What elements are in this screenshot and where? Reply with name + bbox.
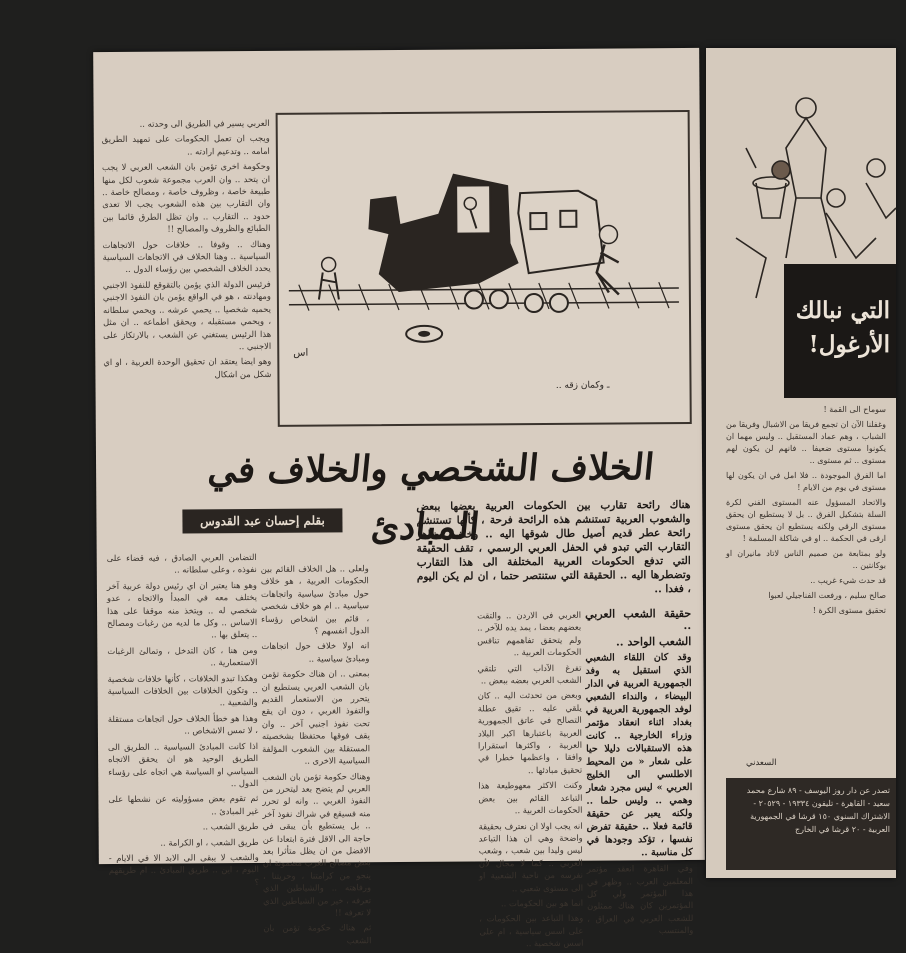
subheading: الشعب الواحد .. xyxy=(615,634,692,649)
paragraph: ومن هنا ، كان التدخل ، وتمالئ الرغبات الاستعمارية .. xyxy=(107,644,258,668)
paragraph: ويجب ان تعمل الحكومات على تمهيد الطريق امامه .. وتدعيم ارادته .. xyxy=(101,133,270,157)
paragraph: طريق الشعب .. xyxy=(202,821,259,832)
paragraph: وهو هنا يعتبر ان اي رئيس دولة عربية آخر يختلف معه في المبدأ والاتجاه ، عدو شخصي له .. ويتخذ منه موقفا على هذا الاساس .. وكل ما لديه من رغبات ومصالح .. يتعلق بها .. xyxy=(106,579,258,640)
headline-panel: التي نبالك الأرغول! xyxy=(784,264,896,398)
paragraph: وهذا التباعد بين الحكومات ، على اسس سياسية ، ام على اسس شخصية .. xyxy=(479,913,584,949)
paragraph: وكنت الاكثر معهوطيعة هذا التباعد القائم بين بعض الحكومات العربية .. xyxy=(478,780,583,816)
left-magazine-page xyxy=(93,48,705,949)
author-byline: بقلم إحسان عبد القدوس xyxy=(182,508,342,533)
paragraph: وهناك حكومة تؤمن بان الشعب العربي لم يتضح بعد ليتحرر من النفوذ الغربي .. وانه لو تحرر منه فسيقع في شراك نفوذ آخر .. بل يستطيع بأن يبقى في حاجة الى الاقل فترة ابتعادا عن الافضل من ان يظل متأثرا بعد بعض مصالح الغرب مضمونة ان ينجو من كرامتنا ، وحريتنا ، ورفاهته .. والشياطين الذي تعرفه ، خير من الشياطين الذي لا تعرفه !! xyxy=(262,770,372,918)
paragraph: صالح سليم ، ورفعت الفناجيلي لعبوا xyxy=(768,591,886,600)
paragraph: ولو بمتابعة من صميم الناس لاتاد مانيران او بوكانتين .. xyxy=(726,549,886,570)
paragraph: العربي في الاردن .. والتقت بعضهم بعضا ، يمد يده للآخر .. ولم يتحقق تفاهمهم تنافس الحكومات العربية .. xyxy=(477,609,582,658)
paragraph: وبعض من تحدثت اليه .. كان يلقي عليه .. تقيق عطلة التصالح في عاتق الجمهورية العربية باعتبارها اكبر البلاد العربية ، واكثرها استقرارا وافقا ، واعظمها خطرا في تحقيق مبادئها .. xyxy=(477,690,583,775)
paragraph: وهذا هو خطأ الخلاف حول اتجاهات مستقلة ، لا تمس الاشخاص .. xyxy=(107,712,258,736)
paragraph: والشعب لا يبقى الى الابد الا في الايام - اليوم ، اين .. طريق المبادئ .. ام طريقهم ؟ xyxy=(108,851,260,887)
paragraph: وفي القاهرة انعقد مؤتمر المعلمين العرب .. وظهر في هذا المؤتمر ولي كل المؤتمرين كان هناك ممثلون للشعب العربي في العراق ، والمنتسب xyxy=(586,863,694,936)
paragraph: التضامن العربي الصادق ، فيه قضاء على نفوذه ، وعلى سلطانه .. xyxy=(106,551,257,575)
article-column-right xyxy=(585,606,694,936)
paragraph: وحكومة اخرى تؤمن بان الشعب العربي لا يجب ان يتحد .. وان العرب مجموعة شعوب لكل منها طبيعة خاصة ، وظروف خاصة ، ومصالح خاصة .. وان التقارب بين هذه الشعوب يجب الا تعدى حدود .. التقارب .. وان تظل الطرق قائما بين الطبائع والظروف والمصالح !! xyxy=(101,161,271,234)
paragraph: العربي يسير في الطريق الى وحدته .. xyxy=(139,117,270,129)
sidebar-text-column xyxy=(102,117,272,448)
paragraph: طريق الشعب ، او الكرامة .. xyxy=(160,836,259,848)
cartoon-caption: ـ وكمان زقه .. xyxy=(555,380,610,391)
intro-paragraph: هناك رائحة تقارب بين الحكومات العربية بعضها ببعض والشعوب العربية تستنشم هذه الرائحة فرحة ، كأنها تستنشم رائحة عطر قديم أصيل طال شوقها اليه .. وخلف مظاهر التقارب التي تبدو في الحفل العربي الرسمي ، تقف الحقيقة التي تدفع الحكومات العربية المختلفة الى هذا التقارب وتضطرها اليه .. الحقيقة التي ستنتصر حتما ، ان لم يكن اليوم ، فغدا .. xyxy=(416,498,691,596)
paragraph: ثم تقوم بعض مسؤوليته عن نشطها على غير المبادئ .. xyxy=(108,793,259,817)
paragraph: انه يجب اولا ان نعترف بحقيقة واضحة وهي ان هذا التباعد ليس وليدا بين شعب ، وشعب العربي .. كما لا مجال لأن نفرسه من ناحية الشعبية او الى مستوى شعبي .. xyxy=(478,820,584,893)
author-signature: السعدني xyxy=(746,758,777,768)
paragraph: فرئيس الدولة الذي يؤمن بالتقوقع للنفوذ الاجنبي ومهادنته ، هو في الواقع يؤمن بان النفوذ الاجنبي يحميه شخصيا .. يحمي عرشه .. ويحمي سلطانه ، ويحمي مستقبله ، ويحقق اطماعه .. ان مثل هذا الرئيس يستغني عن الشعب ، بالارتكاز على الاجنبي .. xyxy=(102,278,272,352)
paragraph: اما الفرق الموجودة .. فلا امل في ان يكون لها مستوى في يوم من الايام ! xyxy=(726,471,886,492)
paragraph: وهكذا تبدو الخلافات ، كأنها خلافات شخصية .. وتكون الخلافات بين الخلافات السياسية والشعبية .. xyxy=(107,672,258,708)
paragraph: قد حدث شيء غريب .. xyxy=(810,576,886,585)
paragraph: وغفلنا الآن ان تجمع فريقا من الاشبال وفريقا من الشباب ، وهم عماد المستقبل .. وليس مهما ان يكونوا مستوى ضعيفا .. فانهم لن يكون لهم مستوى .. ثم مستوى .. xyxy=(726,420,886,465)
paragraph: تحقيق مستوى الكرة ! xyxy=(812,606,886,615)
paragraph: وهو ايضا يعتقد ان تحقيق الوحدة العربية ، او اي شكل من اشكال xyxy=(103,356,272,380)
paragraph: بمعنى .. ان هناك حكومة تؤمن بان الشعب العربي يستطيع ان يتحرر من الاستعمار القديم والتفوذ الغربي ، دون ان يقع تحت نفوذ اجنبي آخر .. وان يقف فوقها محتفظا بشخصيته المستقلة بين الشعوب المؤلفة السياسية الاخرى .. xyxy=(261,668,371,766)
paragraph: ثم هناك حكومة تؤمن بان الشعب xyxy=(263,922,372,946)
cartoon-signature: اس xyxy=(293,347,309,359)
article-intro xyxy=(416,498,691,612)
publisher-info-box: تصدر عن دار روز اليوسف - ٨٩ شارع محمد سعيد - القاهرة - تليفون ١٩٣٣٤ - ٢٠٥٢٩ - الاشتراك السنوي ١٥٠ قرشا في الجمهورية العربية - ٢٠ قرشا في الخارج xyxy=(726,778,896,870)
paragraph: انه اولا خلاف حول اتجاهات ومبادئ سياسية .. xyxy=(261,640,370,664)
paragraph: تفرغ الآداب التي تلتقي الشعب العربي بعضه ببعض .. xyxy=(477,662,582,686)
paragraph: ولعلى .. هل الخلاف القائم بين الحكومات العربية ، هو خلاف حول مبادئ سياسية واتجاهات سياسية .. ام هو خلاف شخصي ، قائم بين اشخاص رؤساء الدول انفسهم ؟ xyxy=(260,563,370,636)
paragraph: وقد كان اللقاء الشعبي الذي استقبل به وفد الجمهورية العربية في الدار البيضاء ، والنداء الشعبي لوفد الجمهورية العربية في بغداد اثناء انعقاد مؤتمر وزراء الخارجية .. كانت هذه الاستقبالات دليلا حيا على شعار « من المحيط الاطلسي الى الخليج العربي » ليس مجرد شعار وهمي .. وليس حلما .. ولكنه يعبر عن حقيقة قائمة فعلا .. حقيقة تفرض نفسها ، تؤكد وجودها في كل مناسبة .. xyxy=(585,652,693,859)
article-headline: الخلاف الشخصي والخلاف في المبادئ xyxy=(206,446,657,549)
right-page-text xyxy=(726,404,886,752)
article-column-far-left xyxy=(106,551,260,887)
paragraph: انما هو بين الحكومات .. xyxy=(500,897,584,909)
right-magazine-page xyxy=(706,48,896,878)
paragraph: اذا كانت المبادئ السياسية .. الطريق الى الطريق الوحيد هو ان يحقق الاتجاه السياسي او السياسة هي اتجاه على رؤساء الدول .. xyxy=(107,740,259,789)
cartoon-frame xyxy=(276,110,692,427)
subheading: حقيقة الشعب العربي .. xyxy=(585,606,692,633)
paragraph: والاتحاد المسؤول عنه المستوى الفني لكرة السلة بتشكيل الفرق .. بل لا يستطيع ان يحقق مستوى الرقي ولكنه يستطيع ان يحقق مستوى ارقى في الحكمة .. او في شاكلة المسلمة ! xyxy=(726,498,886,543)
paragraph: وهناك .. وقوفا .. خلافات حول الاتجاهات السياسية .. وهنا الخلاف في الاتجاهات السياسية يحدد الخلاف الشخصي بين رؤساء الدول .. xyxy=(102,238,271,275)
article-column-inner-left xyxy=(260,562,372,946)
article-column-middle xyxy=(477,609,584,949)
paragraph: سوماح الى القمة ! xyxy=(823,405,886,414)
cartoon-illustration xyxy=(278,112,690,425)
